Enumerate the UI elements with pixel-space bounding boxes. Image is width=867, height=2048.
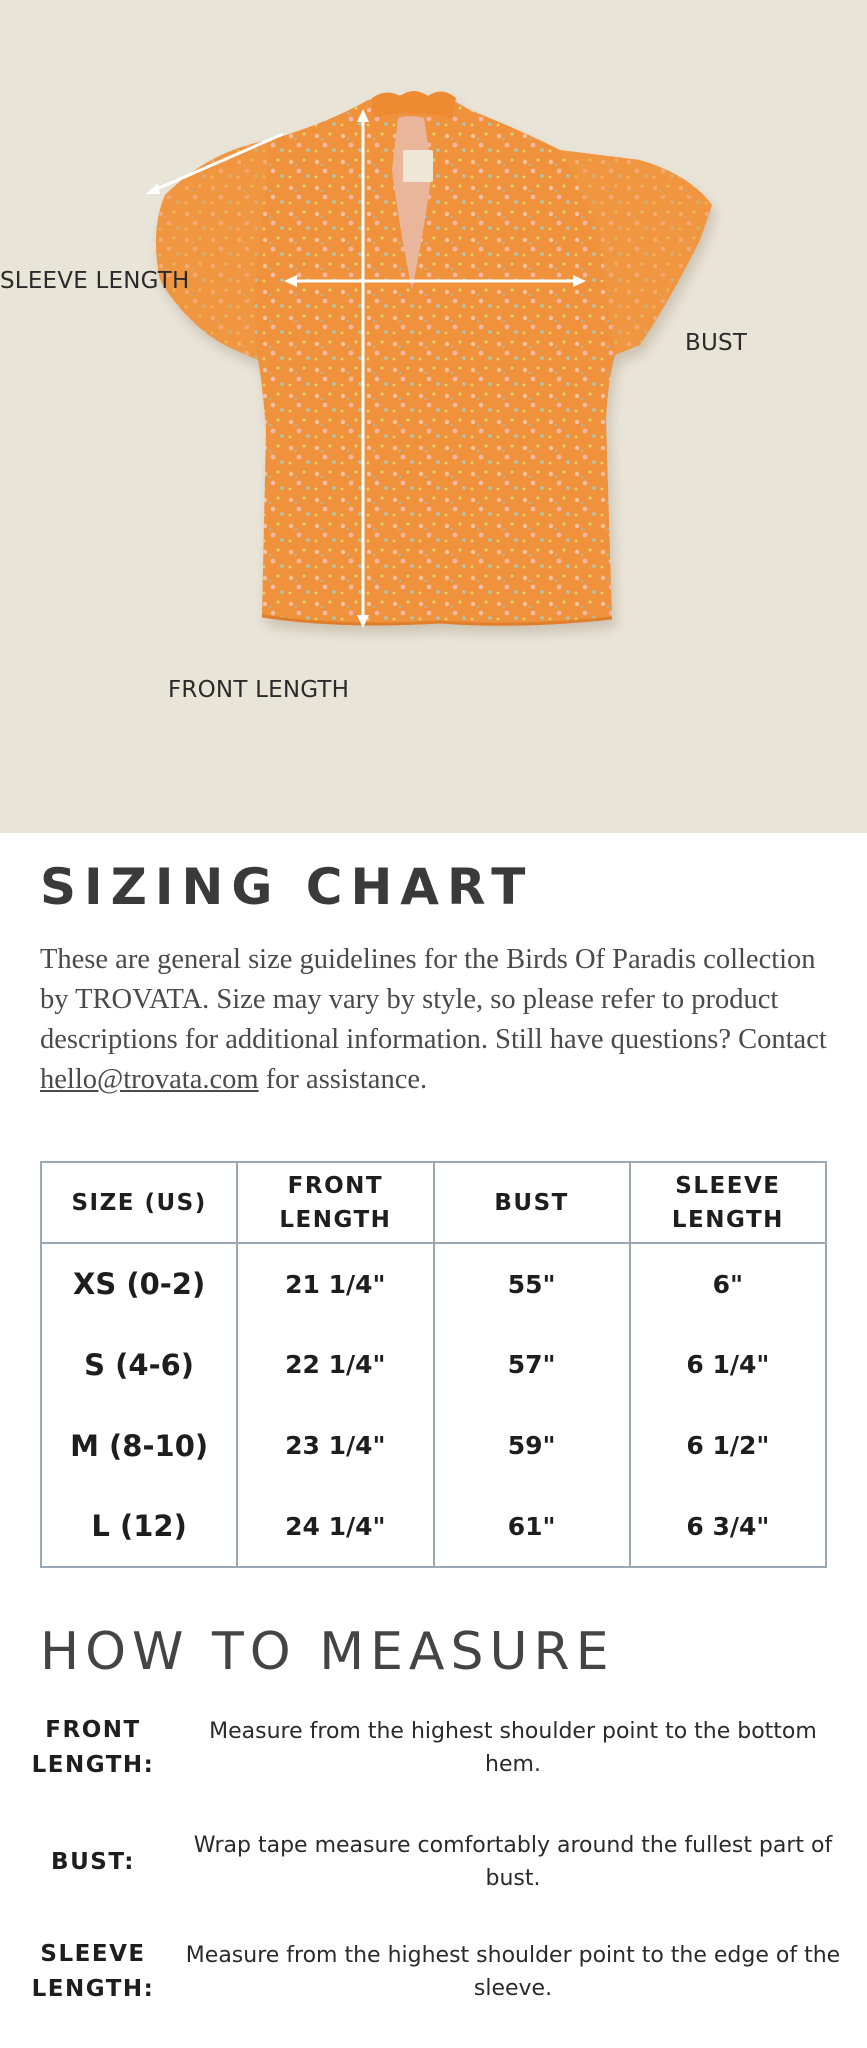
bust-callout: BUST xyxy=(685,330,748,356)
measure-label: BUST: xyxy=(51,1848,135,1875)
size-cell: XS (0-2) xyxy=(41,1243,237,1324)
measure-description: Wrap tape measure comfortably around the fullest part of bust. xyxy=(193,1833,833,1891)
size-table-header xyxy=(41,1162,826,1243)
front-length-cell: 23 1/4" xyxy=(237,1405,433,1486)
sleeve-length-cell: 6 1/4" xyxy=(630,1324,826,1405)
measure-item-bust xyxy=(28,1826,848,1898)
header-sleeve-length: SLEEVE LENGTH xyxy=(630,1162,826,1243)
contact-email-link[interactable]: hello@trovata.com xyxy=(40,1064,259,1095)
measure-description: Measure from the highest shoulder point to the bottom hem. xyxy=(209,1719,817,1777)
sleeve-length-cell: 6" xyxy=(630,1243,826,1324)
bust-cell: 55" xyxy=(434,1243,630,1324)
header-front-length: FRONT LENGTH xyxy=(237,1162,433,1243)
sizing-chart-title: SIZING CHART xyxy=(40,858,534,916)
measure-item-front-length xyxy=(28,1712,848,1784)
header-bust: BUST xyxy=(434,1162,630,1243)
front-length-cell: 24 1/4" xyxy=(237,1486,433,1567)
how-to-measure-title: HOW TO MEASURE xyxy=(40,1622,615,1682)
bust-cell: 57" xyxy=(434,1324,630,1405)
size-cell: S (4-6) xyxy=(41,1324,237,1405)
blouse-shape xyxy=(156,91,712,624)
front-length-cell: 22 1/4" xyxy=(237,1324,433,1405)
product-image xyxy=(0,0,867,833)
intro-tail: for assistance. xyxy=(258,1064,428,1095)
sleeve-length-cell: 6 1/2" xyxy=(630,1405,826,1486)
size-table xyxy=(40,1161,827,1568)
front-length-cell: 21 1/4" xyxy=(237,1243,433,1324)
measure-label: FRONT LENGTH: xyxy=(31,1717,155,1778)
sizing-intro xyxy=(40,940,840,1100)
intro-text: These are general size guidelines for the Birds Of Paradis collection by TROVATA. Size may vary by style, so please refer to product descriptions for additional information. Still have questions? Contact xyxy=(40,944,827,1055)
measure-label: SLEEVE LENGTH: xyxy=(31,1941,155,2002)
table-row xyxy=(41,1486,826,1567)
bust-cell: 59" xyxy=(434,1405,630,1486)
front-length-callout: FRONT LENGTH xyxy=(168,677,350,703)
bust-cell: 61" xyxy=(434,1486,630,1567)
size-cell: L (12) xyxy=(41,1486,237,1567)
table-row xyxy=(41,1324,826,1405)
sleeve-length-callout: SLEEVE LENGTH xyxy=(0,268,190,294)
size-cell: M (8-10) xyxy=(41,1405,237,1486)
sleeve-length-cell: 6 3/4" xyxy=(630,1486,826,1567)
measure-description: Measure from the highest shoulder point to the edge of the sleeve. xyxy=(185,1943,841,2001)
table-row xyxy=(41,1243,826,1324)
table-row xyxy=(41,1405,826,1486)
blouse-illustration xyxy=(0,0,867,833)
measure-item-sleeve-length xyxy=(28,1936,848,2008)
header-size: SIZE (US) xyxy=(41,1162,237,1243)
